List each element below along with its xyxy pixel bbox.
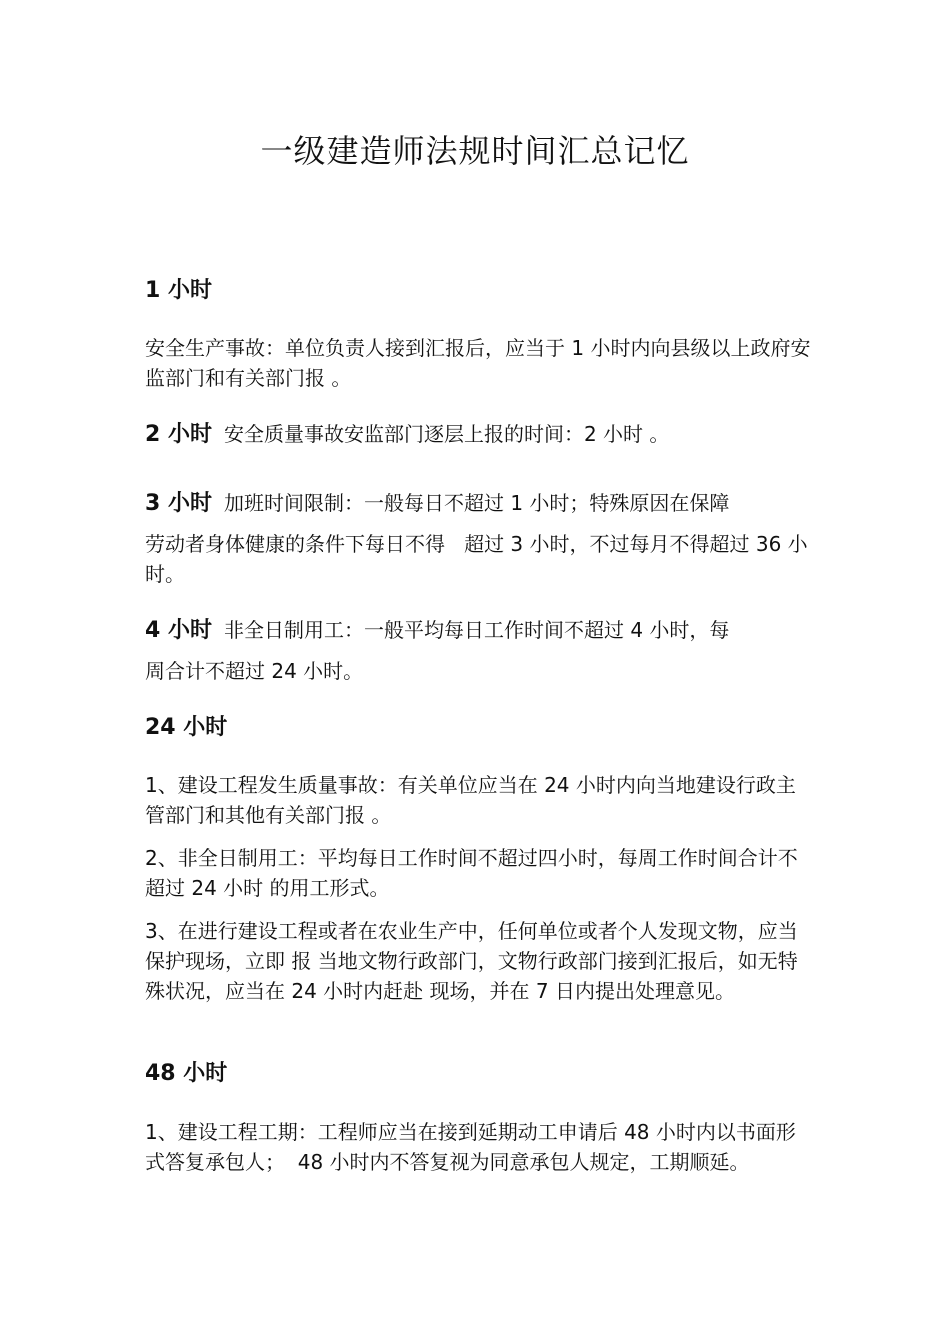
section-text-4h-line1: 非全日制用工：一般平均每日工作时间不超过 4 小时，每 (223, 618, 730, 642)
section-4h-line1 (145, 615, 815, 646)
section-24h-item-3: 3、在进行建设工程或者在农业生产中，任何单位或者个人发现文物，应当保护现场，立即 报 当地文物行政部门，文物行政部门接到汇报后，如无特殊状况，应当在 24 小时内赶赴 现场，并在 7 日内提出处理意见。 (145, 919, 798, 1003)
section-heading-4h: 4 小时 (145, 618, 212, 643)
section-text-3h-line1: 加班时间限制：一般每日不超过 1 小时；特殊原因在保障 (223, 491, 730, 515)
section-heading-48h: 48 小时 (145, 1061, 228, 1086)
section-2h (145, 419, 815, 450)
section-48h-item-1: 1、建设工程工期：工程师应当在接到延期动工申请后 48 小时内以书面形式答复承包人； 48 小时内不答复视为同意承包人规定，工期顺延。 (145, 1120, 796, 1174)
section-24h-item-2: 2、非全日制用工：平均每日工作时间不超过四小时，每周工作时间合计不超过 24 小时 的用工形式。 (145, 846, 798, 900)
section-text-1h: 安全生产事故：单位负责人接到汇报后，应当于 1 小时内向县级以上政府安监部门和有关部门报 。 (145, 336, 811, 390)
section-heading-2h: 2 小时 (145, 422, 212, 447)
section-text-2h: 安全质量事故安监部门逐层上报的时间：2 小时 。 (223, 422, 670, 446)
document-title: 一级建造师法规时间汇总记忆 (260, 132, 690, 170)
section-text-3h-rest: 劳动者身体健康的条件下每日不得 超过 3 小时，不过每月不得超过 36 小时。 (145, 532, 808, 586)
section-heading-3h: 3 小时 (145, 491, 212, 516)
section-text-4h-rest: 周合计不超过 24 小时。 (145, 659, 364, 683)
section-heading-1h: 1 小时 (145, 278, 212, 303)
section-heading-24h: 24 小时 (145, 715, 228, 740)
section-24h-item-1: 1、建设工程发生质量事故：有关单位应当在 24 小时内向当地建设行政主管部门和其他有关部门报 。 (145, 773, 796, 827)
section-3h-line1 (145, 488, 815, 519)
